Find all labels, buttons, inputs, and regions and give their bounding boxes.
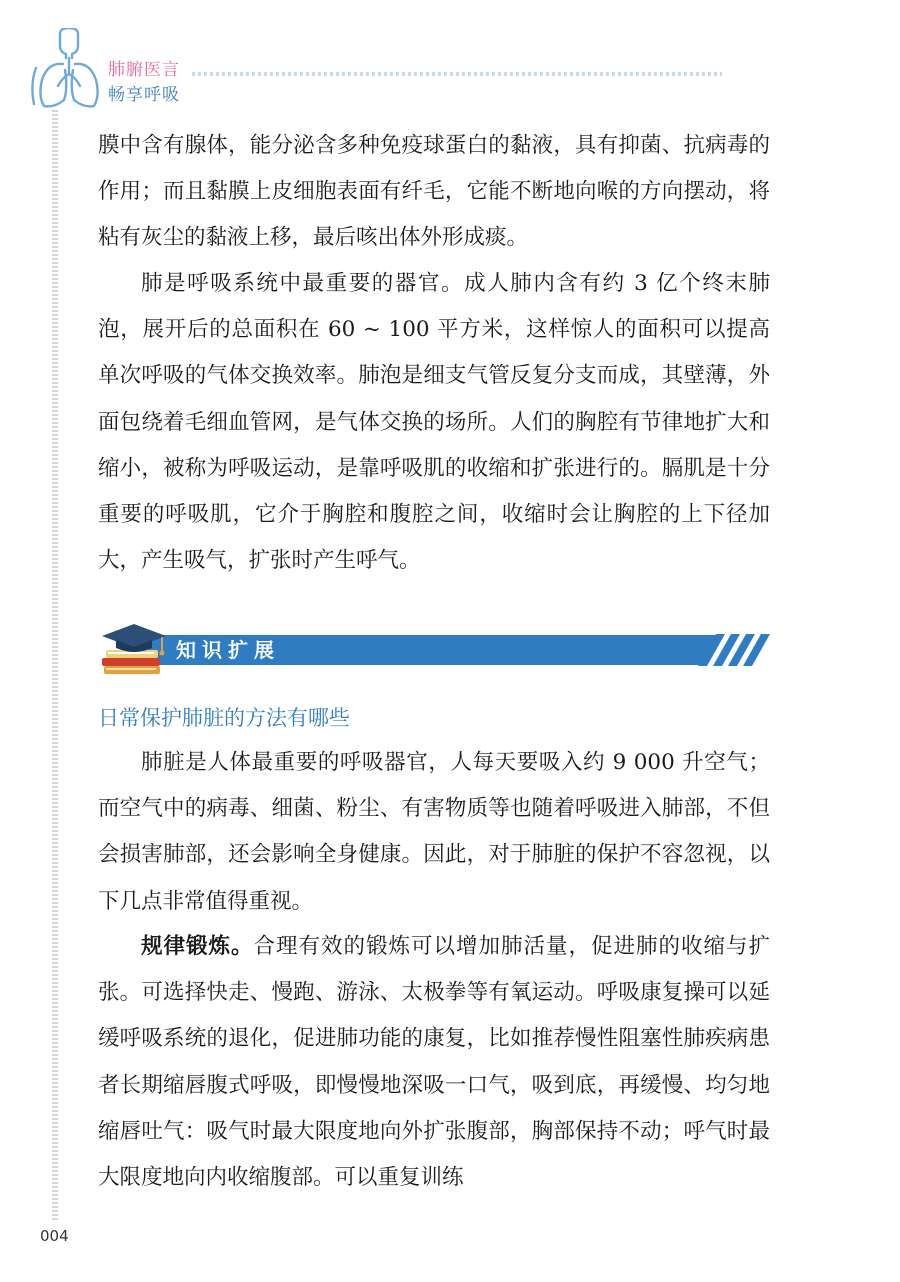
paragraph-3: 肺脏是人体最重要的呼吸器官，人每天要吸入约 9 000 升空气；而空气中的病毒、细菌、粉尘、有害物质等也随着呼吸进入肺部，不但会损害肺部，还会影响全身健康。因此，对于肺脏的保护不容忽视，以下几点非常值得重视。 — [98, 750, 770, 914]
knowledge-extension-banner — [100, 618, 770, 680]
header-dotted-line — [192, 72, 722, 76]
paragraph-4-text: 合理有效的锻炼可以增加肺活量，促进肺的收缩与扩张。可选择快走、慢跑、游泳、太极拳等有氧运动。呼吸康复操可以延缓呼吸系统的退化，促进肺功能的康复，比如推荐慢性阻塞性肺疾病患者长期缩唇腹式呼吸，即慢慢地深吸一口气，吸到底，再缓慢、均匀地缩唇吐气：吸气时最大限度地向外扩张腹部，胸部保持不动；呼气时最大限度地向内收缩腹部。可以重复训练 — [98, 934, 770, 1191]
graduation-cap-books-icon — [100, 618, 170, 680]
lungs-logo-icon — [30, 28, 108, 110]
paragraph-4 — [98, 924, 770, 1201]
banner-label: 知识扩展 — [176, 638, 280, 662]
header-title-line1: 肺腑医言 — [108, 60, 180, 80]
paragraph-4-lead: 规律锻炼。 — [141, 934, 254, 959]
page-number: 004 — [40, 1227, 69, 1245]
header-title-line2: 畅享呼吸 — [108, 85, 180, 105]
paragraph-1: 膜中含有腺体，能分泌含多种免疫球蛋白的黏液，具有抑菌、抗病毒的作用；而且黏膜上皮细胞表面有纤毛，它能不断地向喉的方向摆动，将粘有灰尘的黏液上移，最后咳出体外形成痰。 — [98, 133, 770, 251]
section-subheading: 日常保护肺脏的方法有哪些 — [98, 706, 350, 730]
paragraph-2: 肺是呼吸系统中最重要的器官。成人肺内含有约 3 亿个终末肺泡，展开后的总面积在 60 ~ 100 平方米，这样惊人的面积可以提高单次呼吸的气体交换效率。肺泡是细支气管反复分支而成，其壁薄，外面包绕着毛细血管网，是气体交换的场所。人们的胸腔有节律地扩大和缩小，被称为呼吸运动，是靠呼吸肌的收缩和扩张进行的。膈肌是十分重要的呼吸肌，它介于胸腔和腹腔之间，收缩时会让胸腔的上下径加大，产生吸气，扩张时产生呼气。 — [98, 271, 770, 574]
banner-stripes — [698, 634, 770, 666]
left-margin-rule — [52, 110, 58, 1220]
